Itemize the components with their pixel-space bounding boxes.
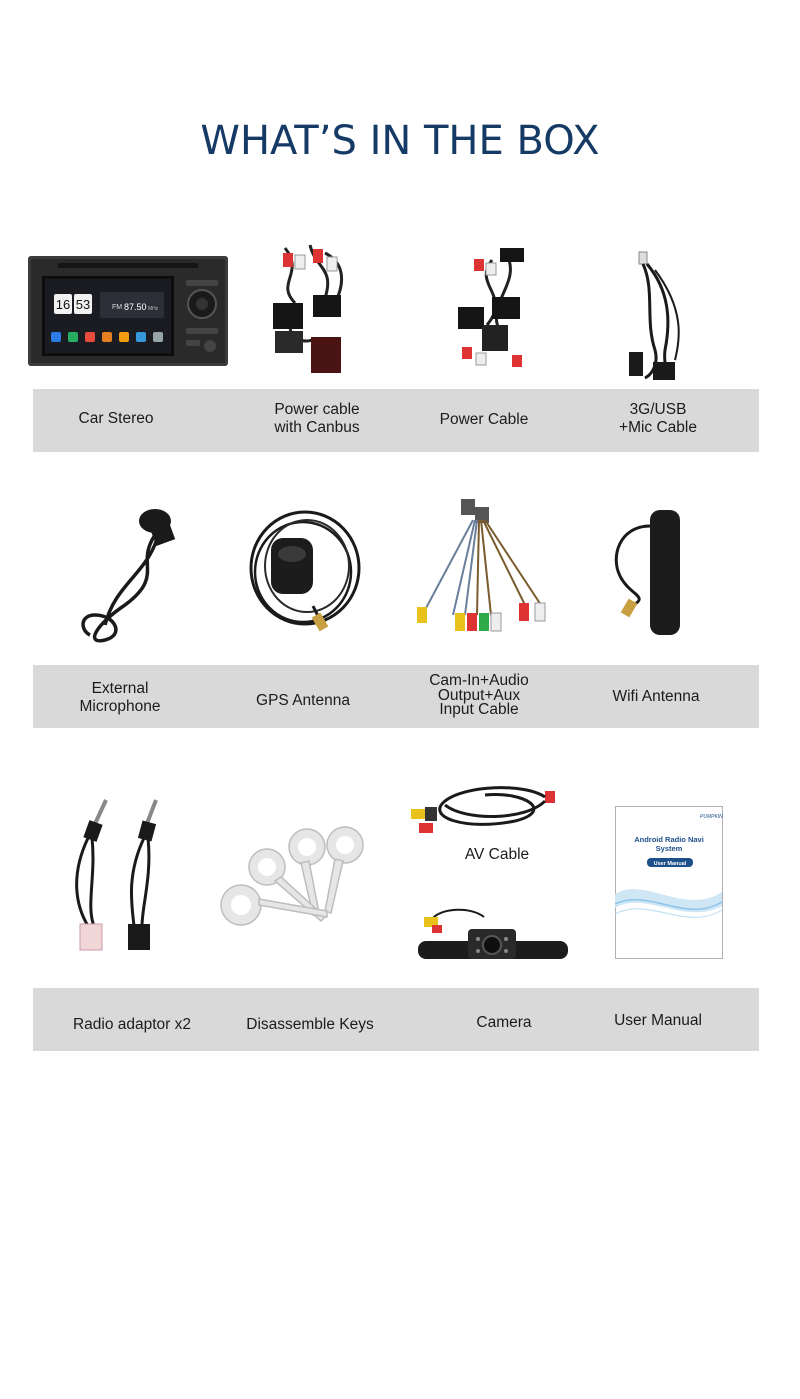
gps-antenna-image bbox=[243, 506, 363, 636]
item-label-external-microphone: External Microphone bbox=[79, 680, 161, 715]
item-label-cam-audio-aux-cable: Cam-In+Audio Output+Aux Input Cable bbox=[429, 672, 529, 718]
wifi-antenna-image bbox=[610, 506, 690, 641]
disassemble-keys-image bbox=[217, 825, 372, 930]
stereo-clock-hours: 16 bbox=[55, 297, 71, 312]
power-cable-canbus-image bbox=[265, 243, 360, 378]
power-cable-image bbox=[452, 245, 537, 380]
manual-brand: PUMPKIN bbox=[700, 814, 723, 820]
external-microphone-image bbox=[75, 505, 180, 645]
manual-title-line-1: Android Radio Navi bbox=[634, 835, 704, 844]
stereo-frequency: 87.50 bbox=[124, 302, 147, 312]
usb-mic-cable-image bbox=[625, 250, 695, 385]
manual-title-line-2: System bbox=[655, 844, 683, 853]
item-label-power-cable-canbus: Power cable with Canbus bbox=[274, 401, 360, 436]
item-label-radio-adaptor: Radio adaptor x2 bbox=[72, 1016, 192, 1033]
item-label-camera: Camera bbox=[476, 1014, 532, 1031]
manual-badge: User Manual bbox=[653, 861, 687, 867]
item-label-disassemble-keys: Disassemble Keys bbox=[246, 1016, 374, 1033]
stereo-fm-label: FM bbox=[112, 304, 123, 311]
cam-audio-aux-cable-image bbox=[413, 495, 558, 645]
stereo-unit: MHz bbox=[148, 306, 159, 312]
car-stereo-image bbox=[28, 256, 228, 366]
page-title: WHAT’S IN THE BOX bbox=[200, 118, 600, 164]
item-label-power-cable: Power Cable bbox=[439, 411, 529, 428]
item-label-gps-antenna: GPS Antenna bbox=[256, 692, 350, 709]
item-label-usb-mic-cable: 3G/USB +Mic Cable bbox=[619, 401, 697, 436]
user-manual-image bbox=[615, 806, 723, 959]
item-label-car-stereo: Car Stereo bbox=[78, 410, 154, 427]
av-cable-label: AV Cable bbox=[464, 846, 530, 863]
av-cable-image bbox=[405, 781, 560, 836]
radio-adaptor-image bbox=[66, 796, 166, 956]
camera-image bbox=[412, 905, 572, 970]
item-label-wifi-antenna: Wifi Antenna bbox=[612, 688, 700, 705]
item-label-user-manual: User Manual bbox=[614, 1012, 702, 1029]
stereo-clock-minutes: 53 bbox=[75, 297, 91, 312]
